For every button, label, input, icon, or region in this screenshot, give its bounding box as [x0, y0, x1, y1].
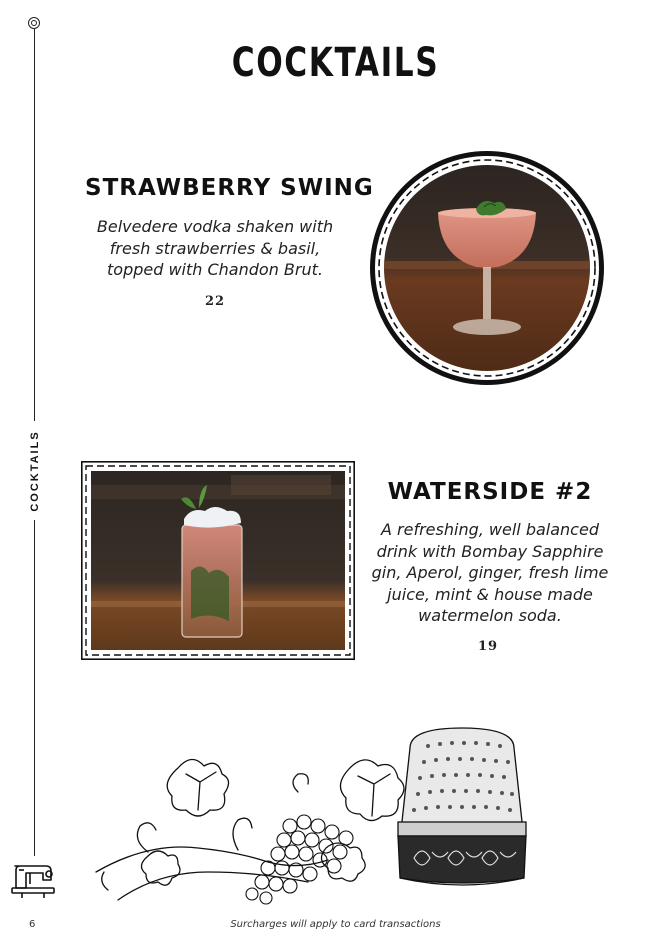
footer-note: Surcharges will apply to card transactions — [230, 919, 441, 930]
rail-line-bottom — [34, 520, 35, 856]
item-2-price: 19 — [477, 639, 499, 654]
page-number: 6 — [29, 919, 36, 930]
section-side-label: COCKTAILS — [29, 430, 41, 512]
sewing-machine-icon — [10, 858, 56, 902]
page-title: COCKTAILS — [231, 40, 440, 86]
item-2-photo-highball-cocktail — [81, 461, 355, 660]
item-2-description: A refreshing, well balanced drink with Bombay Sapphire gin, Aperol, ginger, fresh lime juice, mint & house made watermelon soda. — [371, 520, 609, 625]
item-1-price: 22 — [204, 294, 226, 309]
item-1-description: Belvedere vodka shaken with fresh strawberries & basil, topped with Chandon Brut. — [96, 217, 334, 279]
rail-line-top — [34, 29, 35, 421]
item-1-photo-coupe-cocktail — [368, 149, 606, 387]
rail-top-button-icon — [28, 17, 40, 29]
item-1-name: STRAWBERRY SWING — [85, 175, 374, 201]
grapevine-thimble-illustration — [88, 722, 533, 912]
item-2-name: WATERSIDE #2 — [387, 479, 593, 505]
